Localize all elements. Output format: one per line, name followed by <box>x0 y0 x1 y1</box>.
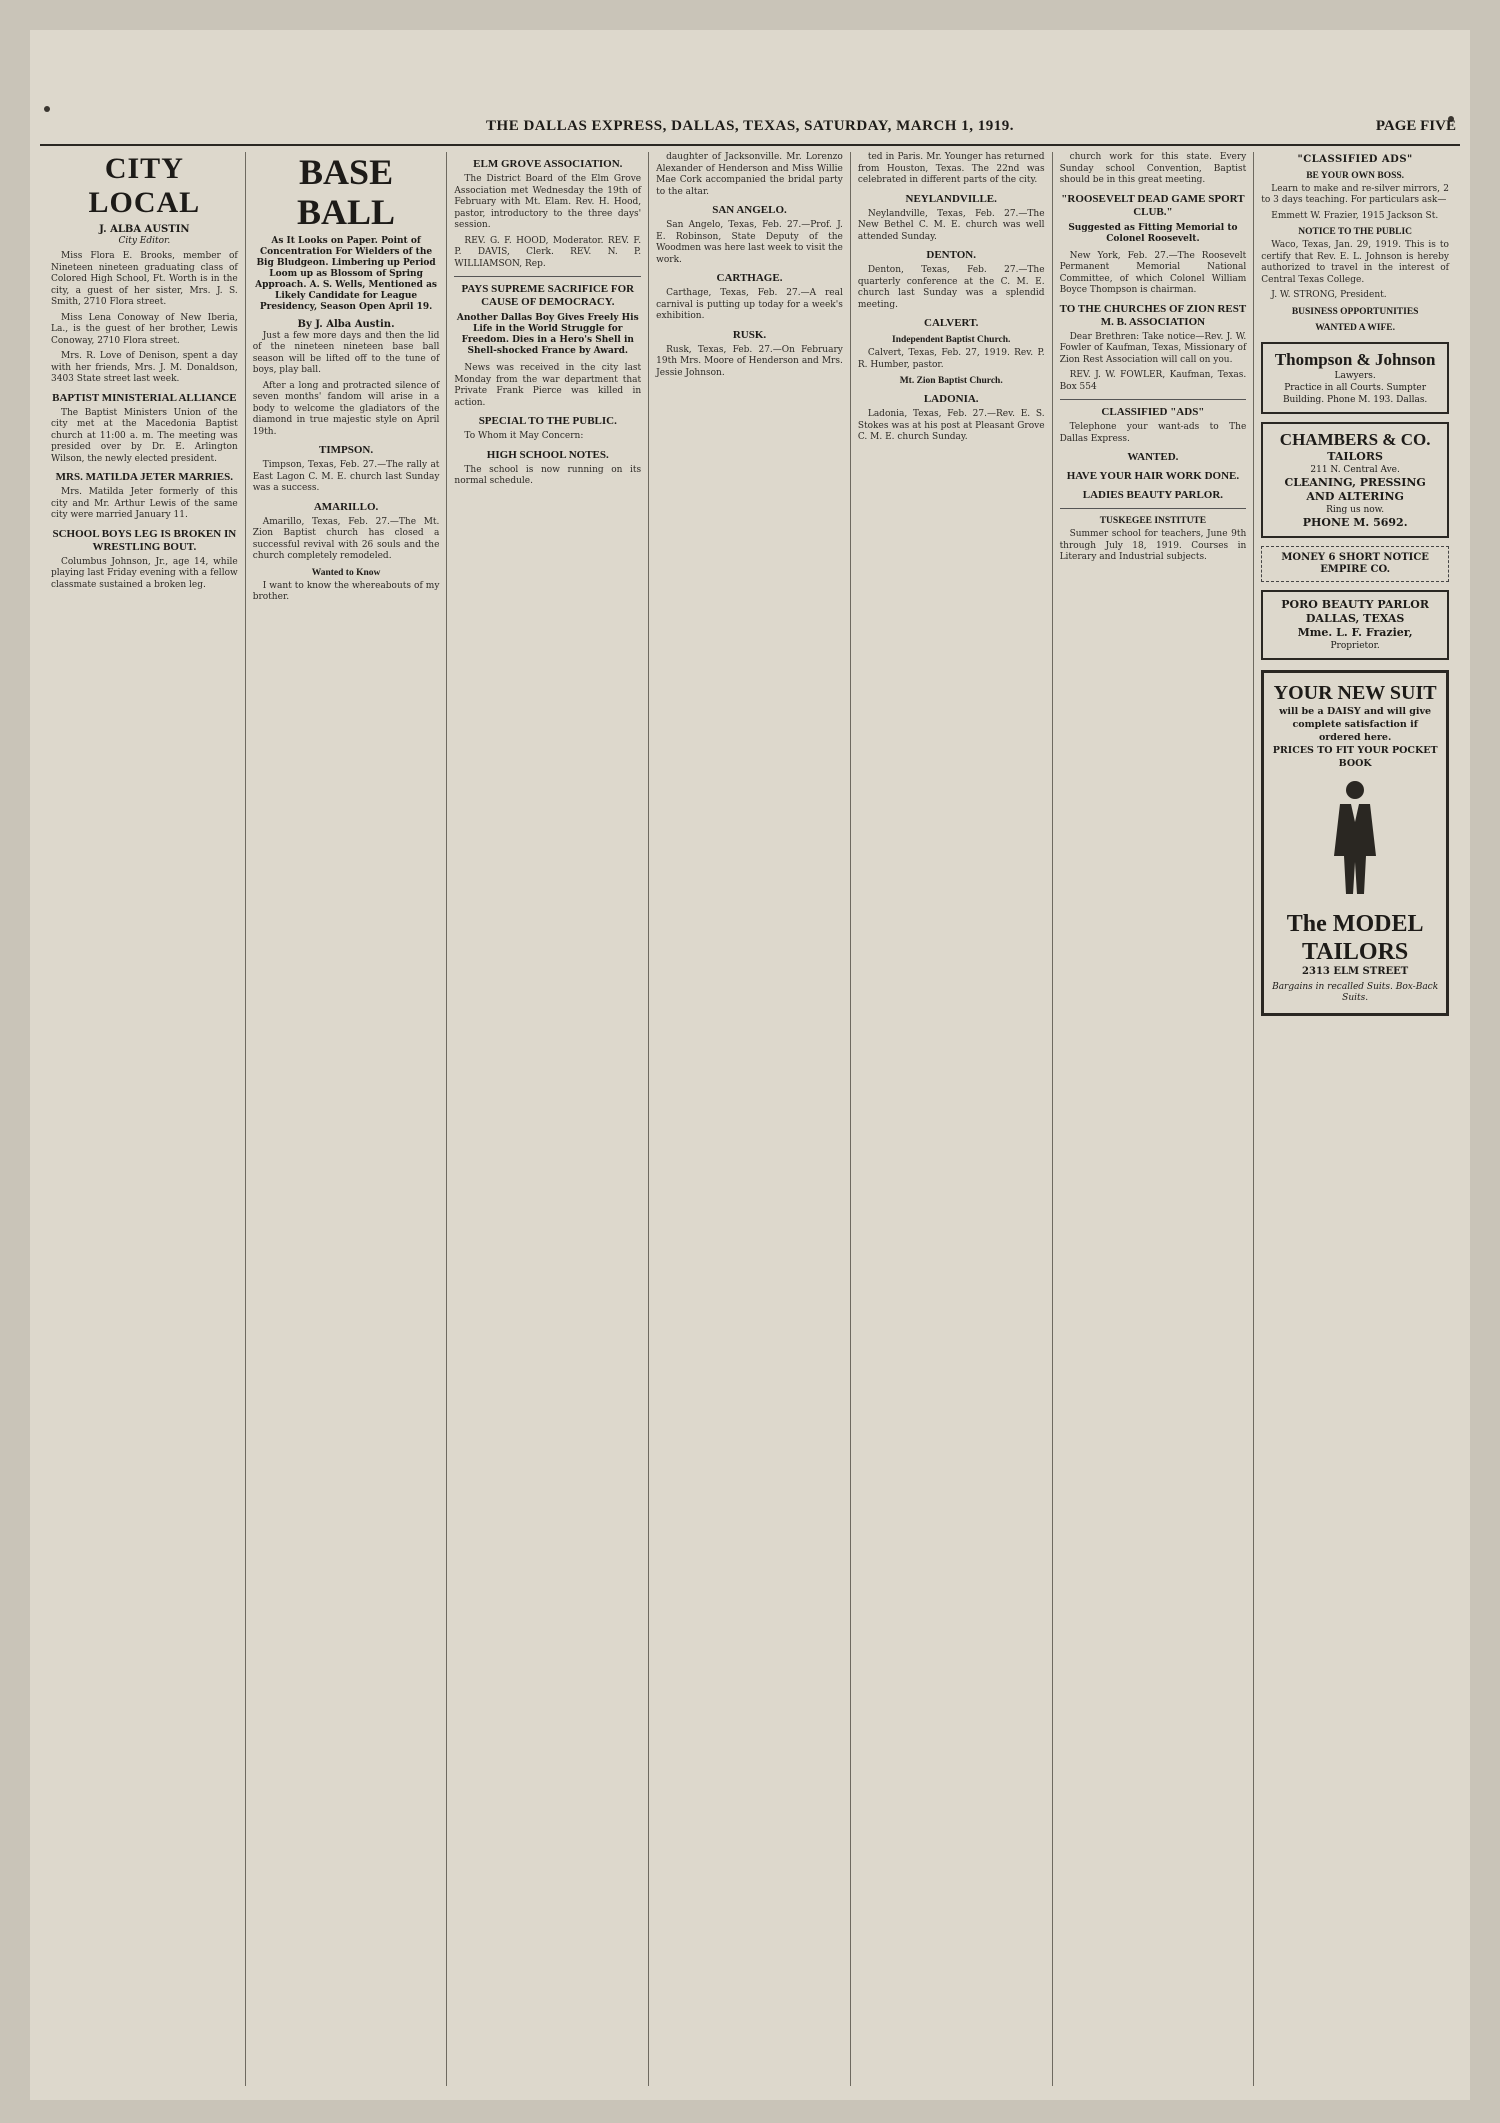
section-headline: Wanted to Know <box>311 567 381 578</box>
section-headline: DENTON. <box>926 249 977 261</box>
article-paragraph: New York, Feb. 27.—The Roosevelt Permanent Memorial National Committee, of which Colonel William Boyce Thompson is chairman. <box>1059 250 1247 295</box>
section-headline: SAN ANGELO. <box>712 204 787 216</box>
ad-subtitle: Lawyers. <box>1334 370 1376 381</box>
article-paragraph: Just a few more days and then the lid of the nineteen nineteen base ball season will be lifted off to the tune of boys, play ball. <box>252 330 440 375</box>
section-headline: LADONIA. <box>923 393 979 405</box>
article-paragraph: Denton, Texas, Feb. 27.—The quarterly conference at the C. M. E. church last Sunday was a splendid meeting. <box>857 265 1045 310</box>
article-paragraph: Ladonia, Texas, Feb. 27.—Rev. E. S. Stokes was at his post at Pleasant Grove C. M. E. church Sunday. <box>857 409 1045 442</box>
section-headline: TUSKEGEE INSTITUTE <box>1099 516 1207 526</box>
section-headline: TIMPSON. <box>319 444 374 456</box>
ad-address: 2313 ELM STREET <box>1302 966 1409 977</box>
ad-signature: J. W. STRONG, President. <box>1271 290 1387 300</box>
ad-headline: BUSINESS OPPORTUNITIES <box>1291 306 1419 317</box>
article-paragraph: After a long and protracted silence of seven months' fandom will arise in a body to welcome the gladiators of the diamond in true majestic style on April 19th. <box>252 380 440 437</box>
ad-detail: CLEANING, PRESSING AND ALTERING <box>1284 475 1426 503</box>
ad-proprietor: Mme. L. F. Frazier, <box>1297 625 1413 639</box>
ad-company: EMPIRE CO. <box>1320 563 1391 575</box>
section-headline: LADIES BEAUTY PARLOR. <box>1082 489 1224 501</box>
section-headline: BAPTIST MINISTERIAL ALLIANCE <box>52 391 237 404</box>
article-paragraph: Calvert, Texas, Feb. 27, 1919. Rev. P. R. Humber, pastor. <box>857 348 1045 370</box>
article-deck: Another Dallas Boy Gives Freely His Life in the World Struggle for Freedom. Dies in a Hero's Shell in Shell-shocked France by Award. <box>456 313 639 356</box>
column-2 <box>246 152 448 2086</box>
masthead <box>40 118 1460 146</box>
ad-detail: Practice in all Courts. Sumpter Building. Phone M. 193. Dallas. <box>1282 382 1428 405</box>
article-deck: Suggested as Fitting Memorial to Colonel Roosevelt. <box>1068 222 1238 244</box>
article-paragraph: Miss Flora E. Brooks, member of Nineteen nineteen graduating class of Colored High School, Ft. Worth is in the city, a guest of her sister, Mrs. J. S. Smith, 2710 Flora street. <box>51 251 238 307</box>
ad-title: YOUR NEW SUIT <box>1273 681 1437 704</box>
ad-role: Proprietor. <box>1330 640 1380 651</box>
section-subheadline: Mt. Zion Baptist Church. <box>899 376 1003 386</box>
article-paragraph: San Angelo, Texas, Feb. 27.—Prof. J. E. Robinson, State Deputy of the Woodmen was here last week to visit the work. <box>656 220 843 265</box>
divider <box>1060 399 1247 400</box>
masthead-title: THE DALLAS EXPRESS, DALLAS, TEXAS, SATURDAY, MARCH 1, 1919. <box>486 118 1014 134</box>
article-paragraph: The District Board of the Elm Grove Association met Wednesday the 19th of February with Mt. Elam. Rev. H. Hood, pastor, introductory to the three days' session. <box>454 174 642 230</box>
divider <box>1060 508 1247 509</box>
section-headline: SPECIAL TO THE PUBLIC. <box>478 415 617 427</box>
column-5 <box>851 152 1053 2086</box>
section-headline: CLASSIFIED "ADS" <box>1101 406 1205 418</box>
article-paragraph: daughter of Jacksonville. Mr. Lorenzo Alexander of Henderson and Miss Willie Mae Cork accompanied the bridal party to the altar. <box>656 152 843 197</box>
classified-header: "CLASSIFIED ADS" <box>1297 154 1413 165</box>
ad-subtitle: DALLAS, TEXAS <box>1305 611 1405 625</box>
section-headline: AMARILLO. <box>313 500 379 513</box>
section-headline: ELM GROVE ASSOCIATION. <box>473 158 623 170</box>
city-editor-name: J. ALBA AUSTIN <box>99 224 190 235</box>
ad-title: PORO BEAUTY PARLOR <box>1281 597 1429 611</box>
article-paragraph: Mrs. R. Love of Denison, spent a day with her friends, Mrs. J. M. Donaldson, 3403 State street last week. <box>51 351 238 384</box>
section-headline: SCHOOL BOYS LEG IS BROKEN IN WRESTLING BOUT. <box>52 527 237 553</box>
ad-tagline: PRICES TO FIT YOUR POCKET BOOK <box>1272 744 1438 769</box>
newspaper-page <box>30 30 1470 2100</box>
ad-subtitle: TAILORS <box>1327 449 1383 463</box>
base-ball-headline: BASE BALL <box>297 152 396 232</box>
article-paragraph: church work for this state. Every Sunday school Convention, Baptist should be in this great meeting. <box>1059 152 1247 185</box>
article-paragraph: I want to know the whereabouts of my brother. <box>252 580 440 602</box>
article-paragraph: The Baptist Ministers Union of the city met at the Macedonia Baptist church at 11:00 a. m. The meeting was presided over by Dr. E. Arlington Wilson, the newly elected president. <box>51 407 238 464</box>
article-paragraph: Mrs. Matilda Jeter formerly of this city and Mr. Arthur Lewis of the same city were married January 11. <box>51 487 238 520</box>
section-headline: WANTED. <box>1127 451 1179 463</box>
ad-text: Learn to make and re-silver mirrors, 2 to 3 days teaching. For particulars ask— <box>1261 183 1449 205</box>
columns <box>44 152 1456 2086</box>
section-headline: HAVE YOUR HAIR WORK DONE. <box>1066 470 1240 482</box>
article-paragraph: To Whom it May Concern: <box>464 431 584 441</box>
ad-headline: NOTICE TO THE PUBLIC <box>1298 227 1413 237</box>
section-headline: "ROOSEVELT DEAD GAME SPORT CLUB." <box>1061 192 1245 218</box>
section-headline: CARTHAGE. <box>716 272 783 284</box>
city-editor-role: City Editor. <box>118 235 171 246</box>
ad-detail: Bargains in recalled Suits. Box-Back Suits. <box>1272 981 1439 1003</box>
signers: REV. J. W. FOWLER, Kaufman, Texas. Box 554 <box>1059 370 1247 392</box>
signers: REV. G. F. HOOD, Moderator. REV. F. P. DAVIS, Clerk. REV. N. P. WILLIAMSON, Rep. <box>454 235 642 269</box>
chambers-tailors-ad <box>1261 422 1449 538</box>
article-paragraph: Rusk, Texas, Feb. 27.—On February 19th Mrs. Moore of Henderson and Mrs. Jessie Johnson. <box>656 344 843 378</box>
city-local-headline: CITY LOCAL <box>88 152 201 219</box>
section-headline: MRS. MATILDA JETER MARRIES. <box>55 471 234 483</box>
ad-headline: WANTED A WIFE. <box>1315 322 1396 333</box>
base-ball-deck: As It Looks on Paper. Point of Concentration For Wielders of the Big Bludgeon. Limbering up Period Loom up as Blossom of Spring Approach. A. S. Wells, Mentioned as Likely Candidate for League Presidency, Season Open April 19. <box>255 236 437 312</box>
thompson-johnson-ad <box>1261 342 1449 414</box>
ad-phone: PHONE M. 5692. <box>1302 515 1408 529</box>
column-4 <box>649 152 851 2086</box>
article-paragraph: Dear Brethren: Take notice—Rev. J. W. Fowler of Kaufman, Texas, Missionary of Zion Rest Association will call on you. <box>1059 331 1247 365</box>
article-paragraph: Carthage, Texas, Feb. 27.—A real carnival is putting up today for a week's exhibition. <box>656 288 843 321</box>
ad-title: MONEY 6 SHORT NOTICE <box>1281 551 1429 563</box>
article-paragraph: The school is now running on its normal schedule. <box>454 464 642 486</box>
section-headline: RUSK. <box>732 328 767 341</box>
column-6 <box>1053 152 1255 2086</box>
page-number: PAGE FIVE <box>1375 118 1456 134</box>
ad-title: Thompson & Johnson <box>1274 349 1436 369</box>
ad-call: Ring us now. <box>1326 504 1385 515</box>
section-headline: NEYLANDVILLE. <box>905 192 997 205</box>
empire-co-ad <box>1261 546 1449 582</box>
article-paragraph: Miss Lena Conoway of New Iberia, La., is the guest of her brother, Lewis Conoway, 2710 Flora street. <box>51 312 238 346</box>
column-1 <box>44 152 246 2086</box>
poro-beauty-parlor-ad <box>1261 590 1449 660</box>
section-headline: TO THE CHURCHES OF ZION REST M. B. ASSOCIATION <box>1059 302 1247 328</box>
section-headline: CALVERT. <box>924 317 979 329</box>
section-headline: HIGH SCHOOL NOTES. <box>486 448 609 461</box>
article-paragraph: Amarillo, Texas, Feb. 27.—The Mt. Zion Baptist church has closed a successful revival with 26 souls and the church completely remodeled. <box>252 516 440 561</box>
ad-tagline: will be a DAISY and will give complete satisfaction if ordered here. <box>1279 705 1432 743</box>
article-paragraph: Neylandville, Texas, Feb. 27.—The New Bethel C. M. E. church was well attended Sunday. <box>857 208 1045 242</box>
article-paragraph: ted in Paris. Mr. Younger has returned from Houston, Texas. The 22nd was celebrated in different parts of the city. <box>857 152 1045 185</box>
model-tailors-ad <box>1261 670 1449 1016</box>
section-subheadline: Independent Baptist Church. <box>892 335 1011 345</box>
section-headline: PAYS SUPREME SACRIFICE FOR CAUSE OF DEMOCRACY. <box>461 283 635 308</box>
ad-address: 211 N. Central Ave. <box>1310 464 1400 475</box>
column-3 <box>447 152 649 2086</box>
ink-speck <box>44 106 50 112</box>
ad-company: The MODEL TAILORS <box>1286 911 1424 965</box>
man-in-suit-illustration <box>1320 776 1390 896</box>
ad-title: CHAMBERS & CO. <box>1279 429 1431 449</box>
article-paragraph: News was received in the city last Monday from the war department that Private Frank Pierce was killed in action. <box>454 363 642 408</box>
article-paragraph: Columbus Johnson, Jr., age 14, while playing last Friday evening with a fellow classmate sustained a broken leg. <box>51 556 238 590</box>
ad-signature: Emmett W. Frazier, 1915 Jackson St. <box>1271 210 1439 221</box>
ad-headline: BE YOUR OWN BOSS. <box>1306 170 1405 181</box>
article-paragraph: Telephone your want-ads to The Dallas Express. <box>1059 422 1247 444</box>
article-paragraph: Timpson, Texas, Feb. 27.—The rally at East Lagon C. M. E. church last Sunday was a success. <box>252 460 440 493</box>
article-paragraph: Summer school for teachers, June 9th through July 18, 1919. Courses in Literary and Industrial subjects. <box>1059 529 1247 562</box>
base-ball-byline: By J. Alba Austin. <box>297 319 395 330</box>
divider <box>454 276 641 277</box>
ad-text: Waco, Texas, Jan. 29, 1919. This is to certify that Rev. E. L. Johnson is hereby authorized to travel in the interest of Central Texas College. <box>1261 240 1449 285</box>
column-7 <box>1254 152 1456 2086</box>
